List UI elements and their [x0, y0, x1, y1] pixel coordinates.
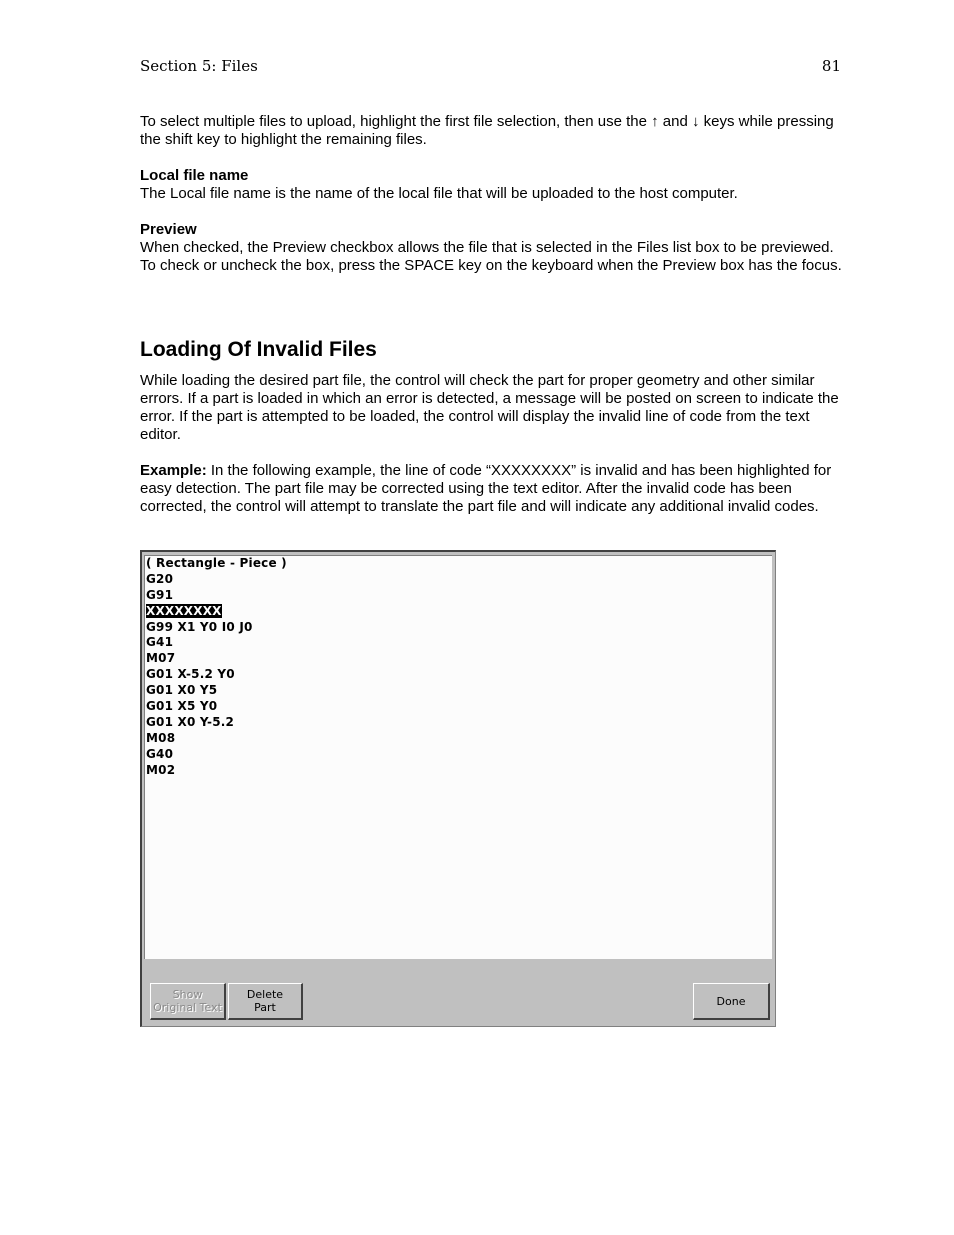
code-line[interactable]: M07 — [146, 651, 176, 666]
local-file-heading: Local file name — [140, 167, 249, 184]
code-line[interactable]: M02 — [146, 762, 176, 777]
editor-window-screenshot — [140, 550, 776, 1027]
invalid-files-paragraph: While loading the desired part file, the control will check the part for proper geometry and other similar errors. If a part is loaded in which an error is detected, a message will be posted on screen to indicate the error. If the part is attempted to be loaded, the control will display the invalid line of code from the text editor. — [140, 372, 839, 443]
preview-heading: Preview — [140, 221, 197, 238]
invalid-files-heading: Loading Of Invalid Files — [140, 338, 377, 361]
code-editor[interactable] — [144, 555, 772, 959]
preview-text: When checked, the Preview checkbox allows the file that is selected in the Files list box to be previewed. To check or uncheck the box, press the SPACE key on the keyboard when the Preview box has the focus. — [140, 239, 842, 274]
delete-part-button[interactable]: Delete Part — [228, 983, 303, 1020]
code-line[interactable]: G01 X0 Y-5.2 — [146, 714, 235, 729]
example-label: Example: — [140, 462, 207, 479]
local-file-section — [140, 167, 846, 203]
multi-select-paragraph: To select multiple files to upload, highlight the first file selection, then use the ↑ and ↓ keys while pressing the shift key to highlight the remaining files. — [140, 113, 834, 148]
example-paragraph — [140, 462, 846, 516]
code-line[interactable]: ( Rectangle - Piece ) — [146, 556, 287, 570]
code-line[interactable]: G01 X0 Y5 — [146, 683, 218, 698]
code-line[interactable]: G91 — [146, 587, 174, 602]
code-line[interactable]: G99 X1 Y0 I0 J0 — [146, 619, 253, 634]
invalid-code-line[interactable] — [145, 604, 772, 620]
example-text: In the following example, the line of code “XXXXXXXX” is invalid and has been highlighted for easy detection. The part file may be corrected using the text editor. After the invalid code has been corrected, the control will attempt to translate the part file and will indicate any additional invalid codes. — [140, 462, 832, 515]
code-line[interactable]: G40 — [146, 746, 174, 761]
code-line[interactable]: G41 — [146, 635, 174, 650]
code-line[interactable]: G01 X5 Y0 — [146, 699, 218, 714]
show-original-text-button[interactable]: Show Original Text — [150, 983, 226, 1020]
local-file-text: The Local file name is the name of the local file that will be uploaded to the host computer. — [140, 185, 738, 202]
page-number: 81 — [821, 57, 841, 75]
preview-section — [140, 221, 846, 275]
section-header: Section 5: Files — [140, 57, 258, 75]
code-line[interactable]: M08 — [146, 730, 176, 745]
code-line[interactable]: G01 X-5.2 Y0 — [146, 667, 235, 682]
highlighted-text: XXXXXXXX — [146, 603, 222, 618]
done-button[interactable]: Done — [693, 983, 770, 1020]
code-line[interactable]: G20 — [146, 571, 174, 586]
